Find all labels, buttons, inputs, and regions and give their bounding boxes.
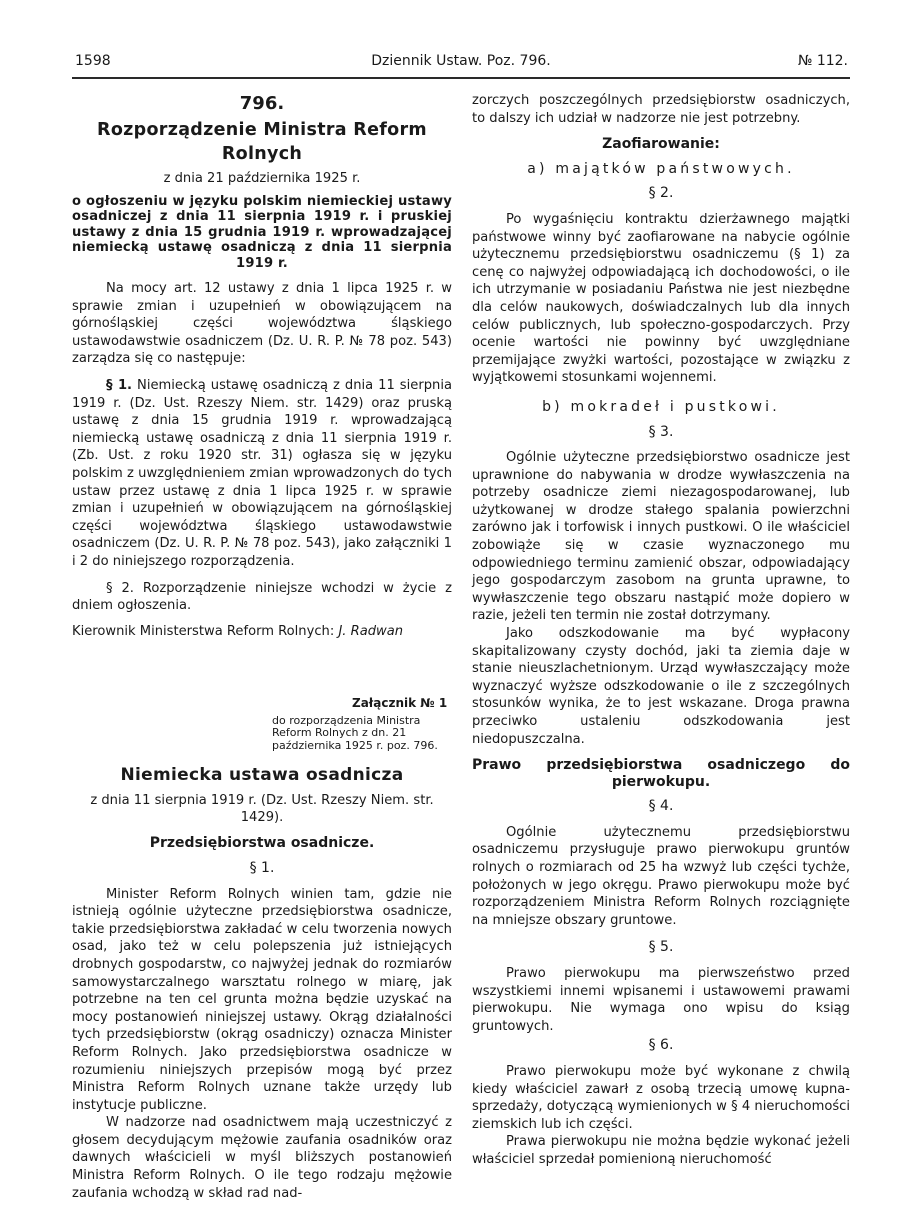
subheading-a: a) majątków państwowych. (527, 160, 795, 177)
issue-number: № 112. (797, 53, 848, 69)
law-title: Niemiecka ustawa osadnicza (120, 765, 404, 786)
article-4-label: § 4. (648, 798, 674, 815)
act-date: z dnia 21 października 1925 r. (163, 171, 361, 186)
position-number: 796. (239, 93, 285, 114)
preamble: Na mocy art. 12 ustawy z dnia 1 lipca 1925 r. w sprawie zmian i uzupełnień w obowiązującem na górnośląskiej części województwa śląskiego ustawodawstwie osadniczem (Dz. U. R. P. № 78 poz. 543) zarządza się co następuje: (72, 281, 452, 367)
law-date: z dnia 11 sierpnia 1919 r. (Dz. Ust. Rzeszy Niem. str. 1429). (90, 793, 434, 826)
offer-heading: Zaofiarowanie: (602, 136, 720, 153)
article-2-text: Po wygaśnięciu kontraktu dzierżawnego majątki państwowe winny być zaofiarowane na nabycie ogólnie użytecznemu przedsiębiorstwu osadniczemu (§ 1) za cenę co najwyżej odpowiadającą ich dochodowości, o ile ich utrzymanie w posiadaniu Państwa nie jest niezbędne dla celów naukowych, doświadczalnych lub dla innych celów publicznych, lub społeczno-gospodarczych. Przy ocenie wartości nie powinny być uwzględniane przemijające zwyżki wartości, pozostające w związku z wyjątkowemi stosunkami wojennemi. (472, 211, 850, 386)
signature-role: Kierownik Ministerstwa Reform Rolnych: (72, 623, 335, 639)
section-1 (72, 377, 452, 571)
section-1-label: § 1. (106, 378, 133, 394)
signature-name: J. Radwan (338, 623, 404, 639)
section-2-text: Rozporządzenie niniejsze wchodzi w życie z dniem ogłoszenia. (72, 580, 452, 614)
section-2-label: § 2. (106, 580, 134, 596)
preemption-heading: Prawo przedsiębiorstwa osadniczego do pierwokupu. (472, 757, 850, 791)
continuation-text: zorczych poszczególnych przedsiębiorstw osadniczych, to dalszy ich udział w nadzorze nie jest potrzebny. (472, 93, 850, 126)
article-1-para-1: Minister Reform Rolnych winien tam, gdzie nie istnieją ogólnie użyteczne przedsiębiorstwa osadnicze, takie przedsiębiorstwa zakładać w celu tworzenia nowych osad, jako też w celu polepszenia już istniejących drobnych gospodarstw, co najwyżej jednak do rozmiarów samowystarczalnego warsztatu rolnego w miarę, jak potrzebne na ten cel grunta można będzie uzyskać na mocy postanowień niniejszej ustawy. Okrąg działalności tych przedsiębiorstw (okrąg osadniczy) oznacza Minister Reform Rolnych. Jako przedsiębiorstwa osadnicze w rozumieniu niniejszych przepisów mogą być przez Ministra Reform Rolnych uznane także urzędy lub instytucje publiczne. (72, 886, 452, 1113)
section-1-text: Niemiecką ustawę osadniczą z dnia 11 sierpnia 1919 r. (Dz. Ust. Rzeszy Niem. str. 1429) oraz pruską ustawę z dnia 15 grudnia 1919 r. wprowadzającą niemiecką ustawę osadniczą z dnia 11 sierpnia 1919 r. (Zb. Ust. z roku 1920 str. 31) ogłasza się w języku polskim z uwzględnieniem zmian wprowadzonych do tych ustaw przez ustawę z dnia 1 lipca 1925 r. w sprawie zmian i uzupełnień w obowiązującem na górnośląskiej części województwa śląskiego ustawodawstwie osadniczem (Dz. U. R. P. № 78 poz. 543), jako załączniki 1 i 2 do niniejszego rozporządzenia. (72, 378, 452, 569)
document-page (72, 52, 850, 1201)
section-2 (72, 580, 452, 615)
article-1-label: § 1. (249, 859, 275, 876)
page-number: 1598 (75, 53, 111, 69)
article-5-label: § 5. (648, 939, 674, 956)
subheading-b: b) mokradeł i pustkowi. (542, 398, 780, 415)
act-subject: o ogłoszeniu w języku polskim niemieckiej ustawy osadniczej z dnia 11 sierpnia 1919 r. i pruskiej ustawy z dnia 15 grudnia 1919 r. wprowadzającej niemiecką ustawę osadniczą z dnia 11 sierpnia 1919 r. (72, 193, 452, 271)
chapter-heading: Przedsiębiorstwa osadnicze. (149, 835, 375, 852)
article-6-para-2: Prawa pierwokupu nie można będzie wykonać jeżeli właściciel sprzedał pomienioną nieruchomość (472, 1134, 850, 1167)
annex-reference (272, 697, 452, 752)
act-title: Rozporządzenie Ministra Reform Rolnych (97, 120, 427, 164)
article-6-label: § 6. (648, 1037, 674, 1054)
article-5-text: Prawo pierwokupu ma pierwszeństwo przed wszystkiemi innemi wpisanemi i ustawowemi prawami pierwokupu. Nie wymaga ono wpisu do ksiąg gruntowych. (472, 965, 850, 1034)
journal-title: Dziennik Ustaw. Poz. 796. (371, 53, 551, 69)
signature (72, 623, 452, 641)
article-2-label: § 2. (648, 185, 674, 202)
running-header (72, 52, 850, 79)
article-3-label: § 3. (648, 423, 674, 440)
annex-label: Załącznik № 1 (352, 696, 448, 711)
article-3-para-1: Ogólnie użyteczne przedsiębiorstwo osadnicze jest uprawnione do nabywania w drodze wywłaszczenia na potrzeby osadnicze ziemi niezagospodarowanej, lub użytkowanej w drodze stałego spalania powierzchni zarówno jak i torfowisk i innych pustkowi. O ile właściciel zobowiąże się w czasie wyznaczonego mu odpowiedniego terminu zamienić obszar, odpowiadający jego gospodarczym zasobom na grunta uprawne, to wywłaszczenie tego obszaru nastąpić może dopiero w razie, jeżeli ten termin nie został dotrzymany. (472, 450, 850, 624)
right-column (472, 92, 850, 1168)
left-column (72, 92, 452, 1202)
article-3-para-2: Jako odszkodowanie ma być wypłacony skapitalizowany czysty dochód, jaki ta ziemia daje w stanie nieuszlachetnionym. Urząd wywłaszczający może wyznaczyć wyższe odszkodowanie o ile z szczególnych stosunków wynika, że to jest wskazane. Droga prawna przeciwko ustaleniu odszkodowania jest niedopuszczalna. (472, 626, 850, 747)
article-1-para-2: W nadzorze nad osadnictwem mają uczestniczyć z głosem decydującym mężowie zaufania osadników oraz dawnych właścicieli w myśl bliższych postanowień Ministra Reform Rolnych. O ile tego rodzaju mężowie zaufania wchodzą w skład rad nad- (72, 1115, 452, 1201)
annex-ref-text: do rozporządzenia Ministra Reform Rolnych z dn. 21 października 1925 r. poz. 796. (272, 713, 438, 752)
article-4-text: Ogólnie użytecznemu przedsiębiorstwu osadniczemu przysługuje prawo pierwokupu gruntów rolnych o rozmiarach od 25 ha wzwyż lub części tychże, położonych w jego okręgu. Prawo pierwokupu może być rozporządzeniem Ministra Reform Rolnych rozciągnięte na mniejsze obszary gruntowe. (472, 824, 850, 928)
article-6-para-1: Prawo pierwokupu może być wykonane z chwilą kiedy właściciel zawarł z osobą trzecią umowę kupna-sprzedaży, dotyczącą wymienionych w § 4 nieruchomości ziemskich lub ich części. (472, 1063, 850, 1132)
